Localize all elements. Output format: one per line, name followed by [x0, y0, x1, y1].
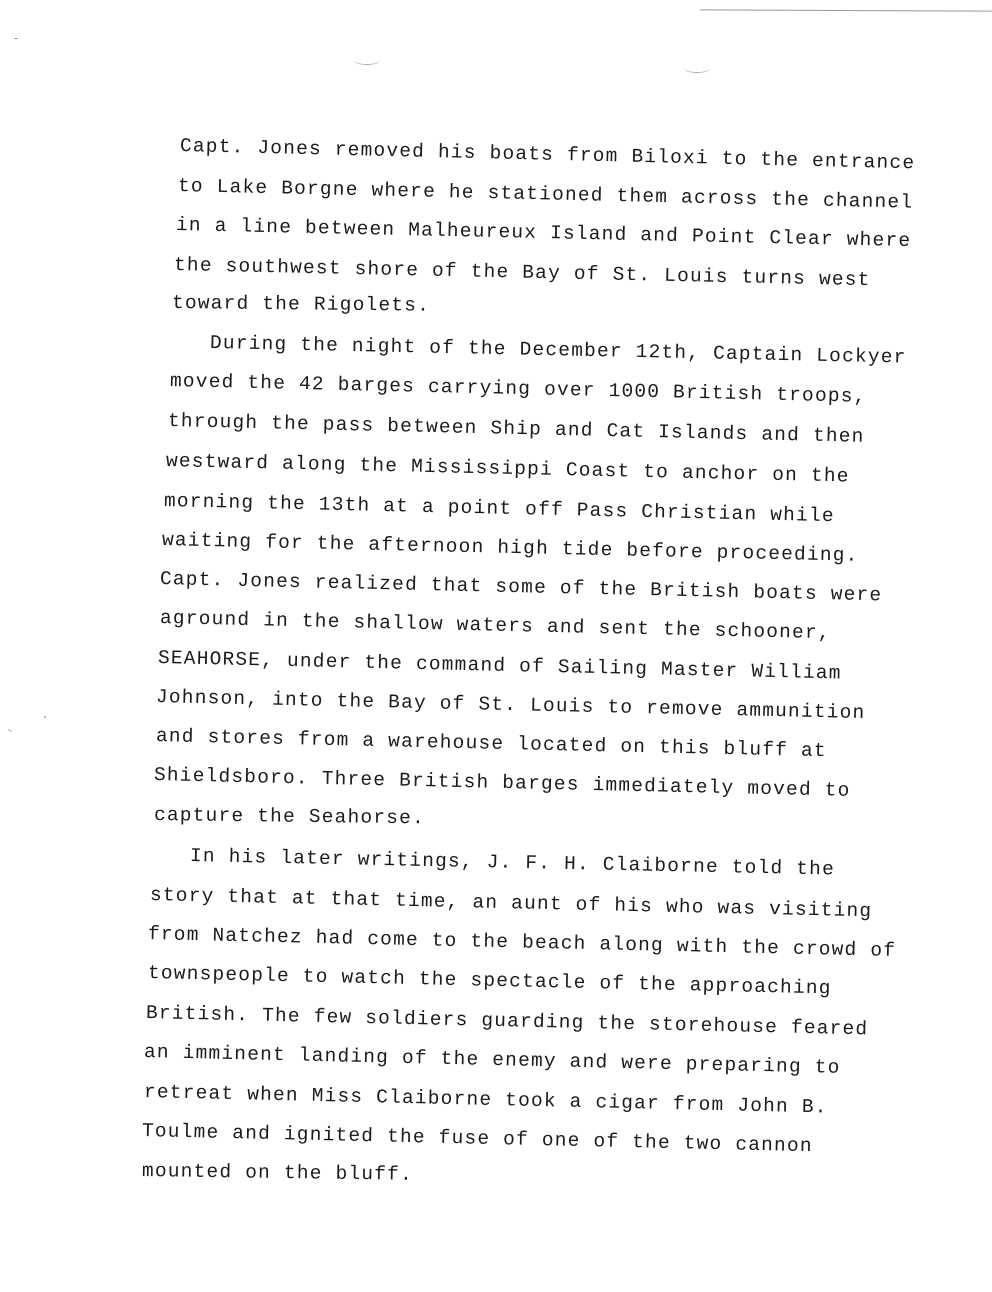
text-line: an imminent landing of the enemy and were preparing to: [143, 1041, 841, 1079]
text-line: westward along the Mississippi Coast to anchor on the: [165, 450, 850, 488]
text-line: waiting for the afternoon high tide before proceeding.: [161, 529, 859, 567]
text-line: retreat when Miss Claiborne took a cigar from John B.: [143, 1081, 828, 1119]
text-line: capture the Seahorse.: [153, 804, 426, 830]
text-line: British. The few soldiers guarding the storehouse feared: [145, 1002, 869, 1041]
text-line: moved the 42 barges carrying over 1000 British troops,: [169, 370, 867, 408]
text-line: During the night of the December 12th, Captain Lockyer: [209, 332, 907, 369]
text-line: from Natchez had come to the beach along with the crowd of: [147, 923, 897, 962]
text-line: and stores from a warehouse located on this bluff at: [155, 725, 827, 763]
text-line: morning the 13th at a point off Pass Christian while: [163, 490, 835, 528]
text-line: In his later writings, J. F. H. Claiborne told the: [189, 845, 836, 881]
text-line: the southwest shore of the Bay of St. Louis turns west: [173, 254, 871, 292]
text-line: aground in the shallow waters and sent the schooner,: [159, 607, 831, 645]
text-line: through the pass between Ship and Cat Islands and then: [167, 410, 865, 448]
text-line: Shieldsboro. Three British barges immediately moved to: [153, 764, 851, 802]
text-line: toward the Rigolets.: [171, 292, 431, 317]
text-line: Johnson, into the Bay of St. Louis to remove ammunition: [155, 686, 866, 725]
text-line: townspeople to watch the spectacle of the approaching: [147, 962, 832, 1000]
text-line: story that at that time, an aunt of his who was visiting: [149, 884, 873, 923]
text-line: SEAHORSE, under the command of Sailing Master William: [157, 647, 842, 685]
text-line: mounted on the bluff.: [141, 1160, 414, 1186]
text-line: Toulme and ignited the fuse of one of the two cannon: [141, 1120, 813, 1158]
text-line: Capt. Jones removed his boats from Biloxi to the entrance: [179, 135, 916, 175]
text-line: in a line between Malheureux Island and Point Clear where: [175, 214, 912, 253]
text-line: Capt. Jones realized that some of the British boats were: [159, 568, 883, 607]
text-line: to Lake Borgne where he stationed them across the channel: [177, 175, 914, 214]
